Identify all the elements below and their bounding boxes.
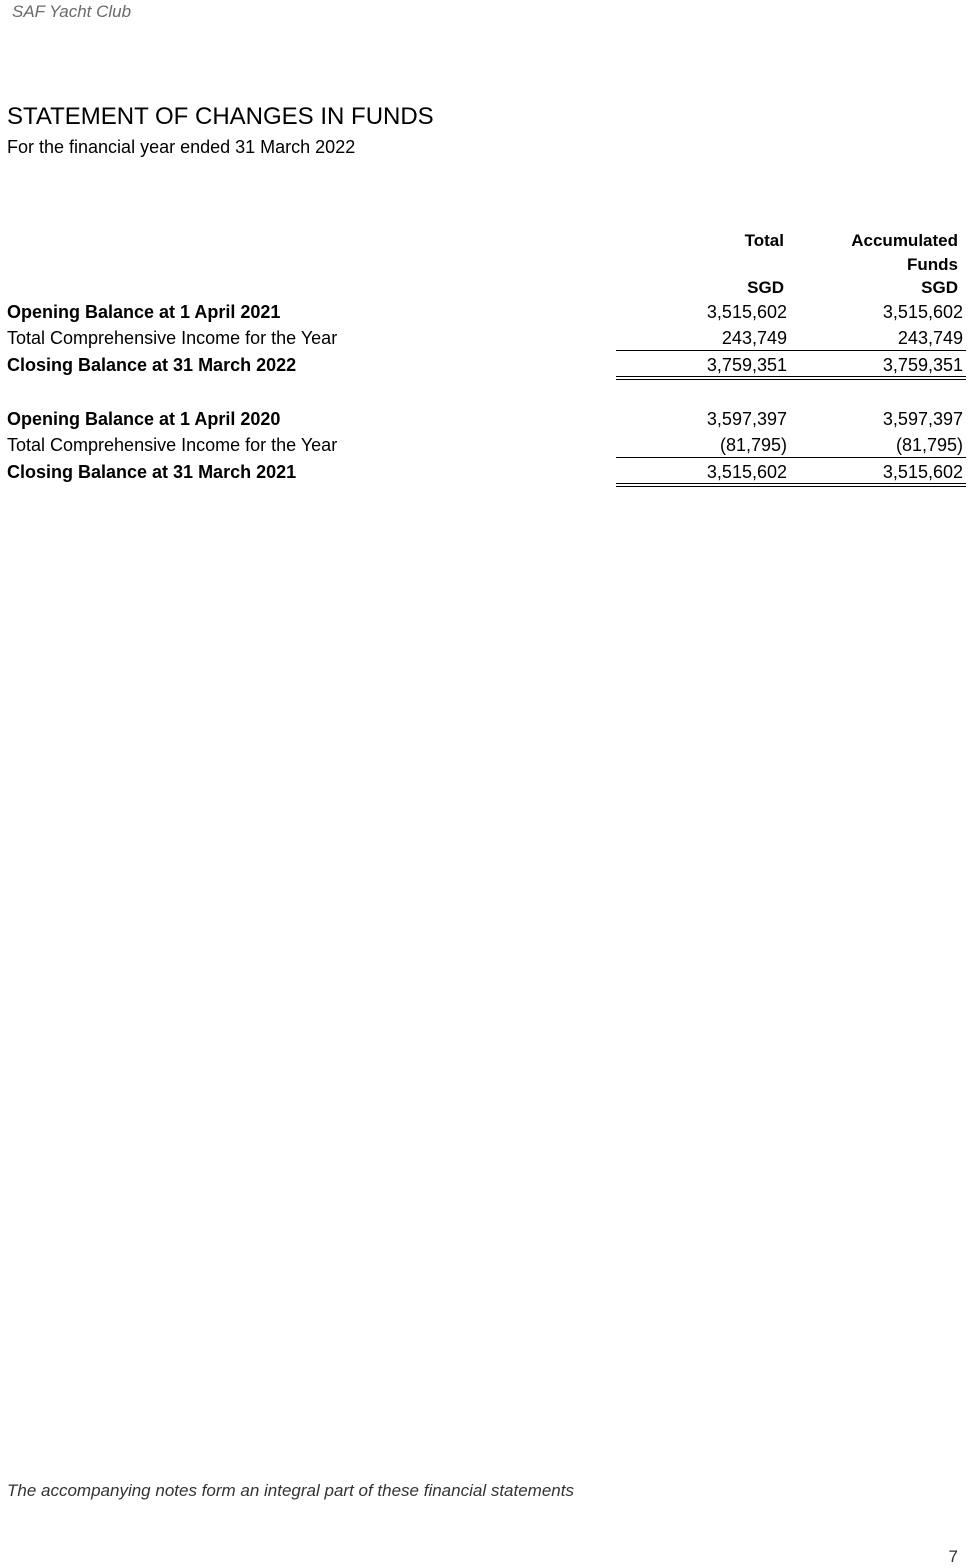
accumulated-value: 243,749 [897, 328, 963, 348]
accumulated-value: 3,515,602 [882, 302, 963, 322]
table-row [0, 302, 968, 328]
col-header-accumulated-unit: SGD [921, 278, 958, 297]
row-label: Total Comprehensive Income for the Year [7, 328, 338, 348]
subtotal-rule-total [616, 457, 793, 458]
accumulated-value: (81,795) [895, 435, 963, 455]
row-label: Opening Balance at 1 April 2021 [7, 302, 281, 322]
table-row [0, 355, 968, 381]
row-label: Total Comprehensive Income for the Year [7, 435, 338, 455]
total-double-rule-bottom [616, 486, 966, 487]
row-label: Closing Balance at 31 March 2022 [7, 355, 297, 375]
table-row [0, 462, 968, 488]
table-row [0, 409, 968, 435]
page-title: STATEMENT OF CHANGES IN FUNDS [7, 103, 434, 130]
subtotal-rule-accumulated [793, 350, 966, 351]
total-value: 243,749 [721, 328, 787, 348]
accumulated-value: 3,759,351 [882, 355, 963, 375]
subtotal-rule-accumulated [793, 457, 966, 458]
row-label: Closing Balance at 31 March 2021 [7, 462, 297, 482]
col-header-total: Total [744, 231, 784, 250]
total-value: 3,597,397 [706, 409, 787, 429]
total-value: 3,515,602 [706, 462, 787, 482]
page-subtitle: For the financial year ended 31 March 2022 [7, 137, 356, 157]
col-header-total-unit: SGD [747, 278, 784, 297]
col-header-accumulated-line2: Funds [907, 255, 958, 274]
accumulated-value: 3,597,397 [882, 409, 963, 429]
org-name-header: SAF Yacht Club [12, 2, 132, 21]
subtotal-rule-total [616, 350, 793, 351]
total-double-rule-top [616, 483, 966, 484]
col-header-accumulated-line1: Accumulated [851, 231, 958, 250]
row-label: Opening Balance at 1 April 2020 [7, 409, 281, 429]
accumulated-value: 3,515,602 [882, 462, 963, 482]
total-value: (81,795) [719, 435, 787, 455]
page-number: 7 [948, 1547, 958, 1566]
total-value: 3,515,602 [706, 302, 787, 322]
total-double-rule-top [616, 376, 966, 377]
footer-note: The accompanying notes form an integral part of these financial statements [7, 1481, 574, 1500]
total-double-rule-bottom [616, 379, 966, 380]
total-value: 3,759,351 [706, 355, 787, 375]
